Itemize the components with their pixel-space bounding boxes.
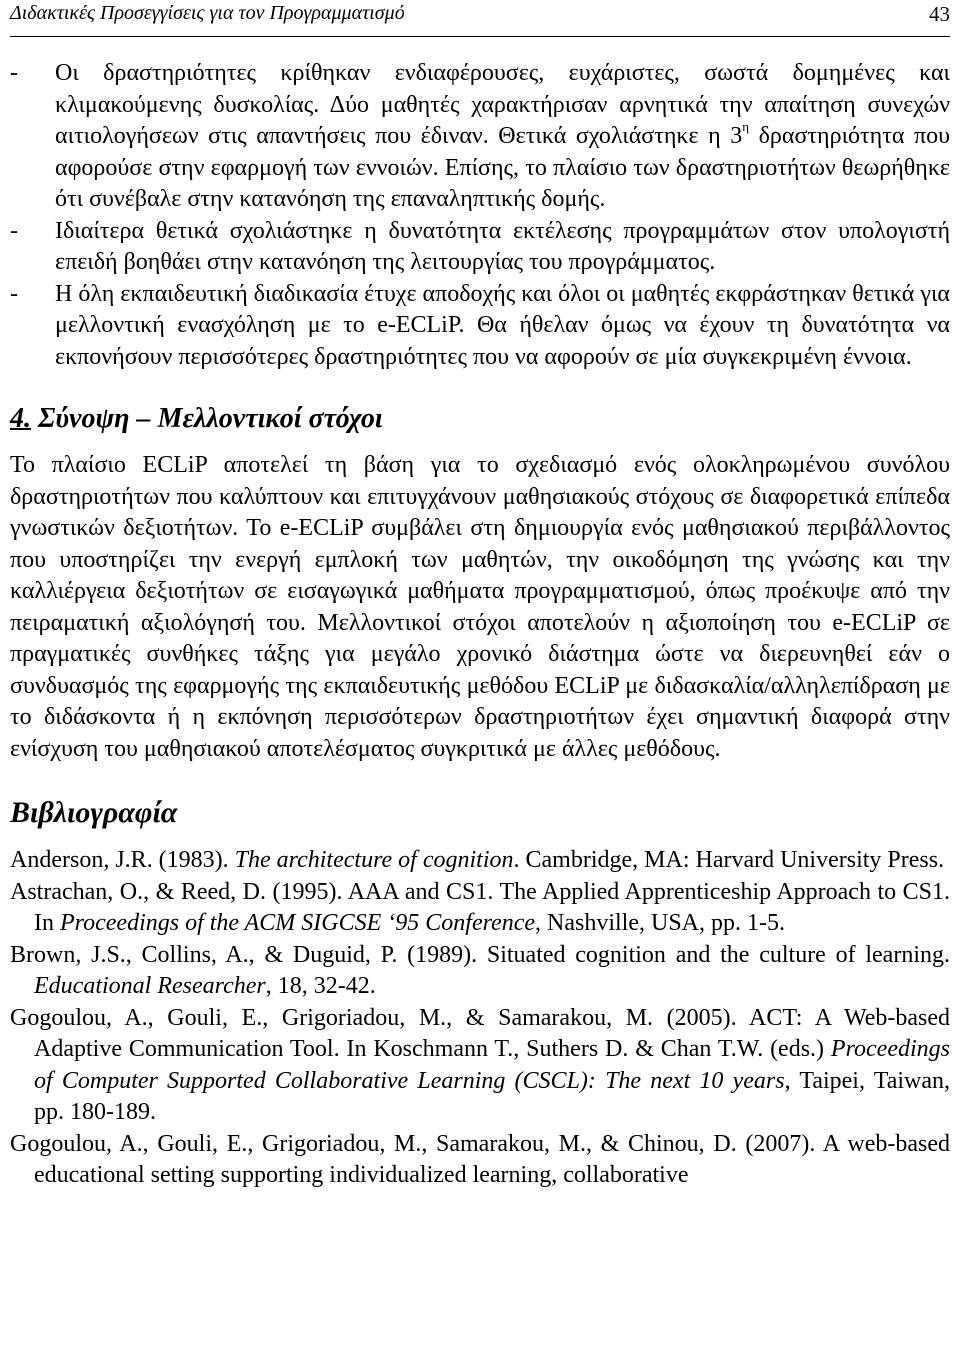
ref-italic: Proceedings of the ACM SIGCSE ‘95 Conference: [60, 910, 536, 936]
reference-item: [10, 1129, 950, 1192]
list-item-text: Η όλη εκπαιδευτική διαδικασία έτυχε αποδοχής και όλοι οι μαθητές εκφράστηκαν θετικά για μελλοντική ενασχόληση με το e-ECLiP. Θα ήθελαν όμως να έχουν τη δυνατότητα να εκπονήσουν περισσότερες δραστηριότητες που να αφορούν σε μία συγκεκριμένη έννοια.: [55, 280, 950, 370]
list-dash: -: [10, 60, 18, 86]
ref-text: Astrachan, O., & Reed, D. (1995). AAA and CS1. The Applied Apprenticeship Approach to CS1. In: [10, 878, 950, 936]
section-paragraph: Το πλαίσιο ECLiP αποτελεί τη βάση για το σχεδιασμό ενός ολοκληρωμένου συνόλου δραστηριοτήτων που καλύπτουν και επιτυγχάνουν μαθησιακούς στόχους σε διαφορετικά επίπεδα γνωστικών δεξιοτήτων. Το e-ECLiP συμβάλει στη δημιουργία ενός μαθησιακού περιβάλλοντος που υποστηρίζει την ενεργή εμπλοκή των μαθητών, την οικοδόμηση της γνώσης και την καλλιέργεια δεξιοτήτων σε εισαγωγικά μαθήματα προγραμματισμού, όπως προέκυψε από την πειραματική αξιολόγησή του. Μελλοντικοί στόχοι αποτελούν η αξιοποίηση του e-ECLiP σε πραγματικές συνθήκες τάξης για μεγάλο χρονικό διάστημα ώστε να διερευνηθεί εάν ο συνδυασμός της εφαρμογής της εκπαιδευτικής μεθόδου ECLiP με διδασκαλία/αλληλεπίδραση με το διδάσκοντα ή η εκπόνηση περισσότερων δραστηριοτήτων έχει σημαντική διαφορά στην ενίσχυση του μαθησιακού αποτελέσματος συγκριτικά με άλλες μεθόδους.: [10, 452, 950, 762]
page-body: [10, 58, 950, 1192]
running-title: Διδακτικές Προσεγγίσεις για τον Προγραμματισμό: [10, 2, 405, 24]
reference-item: [10, 940, 950, 1003]
section-heading: [10, 402, 950, 436]
page-header: [10, 0, 950, 37]
list-item: [10, 216, 950, 279]
ref-text: , Taipei, Taiwan, pp. 180-189.: [34, 1067, 951, 1125]
text-run: Οι δραστηριότητες κρίθηκαν ενδιαφέρουσες, ευχάριστες, σωστά δομημένες και κλιμακούμενης δυσκολίας. Δύο μαθητές χαρακτήρισαν αρνητικά την απαίτηση συνεχών αιτιολογήσεων στις απαντήσεις που έδιναν. Θετικά σχολιάστηκε η 3: [55, 60, 950, 149]
list-dash: -: [10, 217, 18, 244]
ref-text: Brown, J.S., Collins, A., & Duguid, P. (1989). Situated cognition and the culture of learning.: [10, 941, 950, 968]
ref-text: Gogoulou, A., Gouli, E., Grigoriadou, M., Samarakou, M., & Chinou, D. (2007). A web-based educational setting supporting individualized learning, collaborative: [10, 1130, 950, 1188]
list-item-text: Ιδιαίτερα θετικά σχολιάστηκε η δυνατότητα εκτέλεσης προγραμμάτων στον υπολογιστή επειδή βοηθάει στην κατανόηση της λειτουργίας του προγράμματος.: [55, 217, 950, 275]
list-item: [10, 58, 950, 216]
bibliography-heading: Βιβλιογραφία: [10, 796, 178, 829]
ref-text: . Cambridge, MA: Harvard University Press.: [513, 847, 945, 873]
list-item-text: [55, 58, 950, 216]
section-title: Σύνοψη – Μελλοντικοί στόχοι: [31, 403, 383, 434]
section-number: 4.: [10, 403, 31, 434]
reference-item: [10, 845, 950, 877]
list-dash: -: [10, 280, 18, 307]
ref-text: , Nashville, USA, pp. 1-5.: [535, 910, 785, 936]
reference-list: [10, 845, 950, 1192]
text-run: δραστηριότητα που αφορούσε στην εφαρμογή των εννοιών. Επίσης, το πλαίσιο των δραστηριοτήτων θεωρήθηκε ότι συνέβαλε στην κατανόηση της επαναληπτικής δομής.: [55, 123, 950, 212]
page-number: 43: [929, 2, 950, 26]
reference-item: [10, 1003, 950, 1129]
ref-italic: The architecture of cognition: [234, 847, 514, 873]
reference-item: [10, 877, 950, 940]
ref-text: Anderson, J.R. (1983).: [10, 847, 235, 873]
ref-text: Gogoulou, A., Gouli, E., Grigoriadou, M., & Samarakou, M. (2005). ACT: A Web-based Adaptive Communication Tool. In Koschmann T., Suthers D. & Chan T.W. (eds.): [10, 1004, 950, 1062]
ref-italic: Proceedings of Computer Supported Collaborative Learning (CSCL): The next 10 years: [34, 1036, 950, 1094]
list-item: [10, 279, 950, 374]
superscript: η: [742, 119, 750, 134]
ref-text: , 18, 32-42.: [265, 973, 376, 999]
ref-italic: Educational Researcher: [34, 973, 266, 999]
